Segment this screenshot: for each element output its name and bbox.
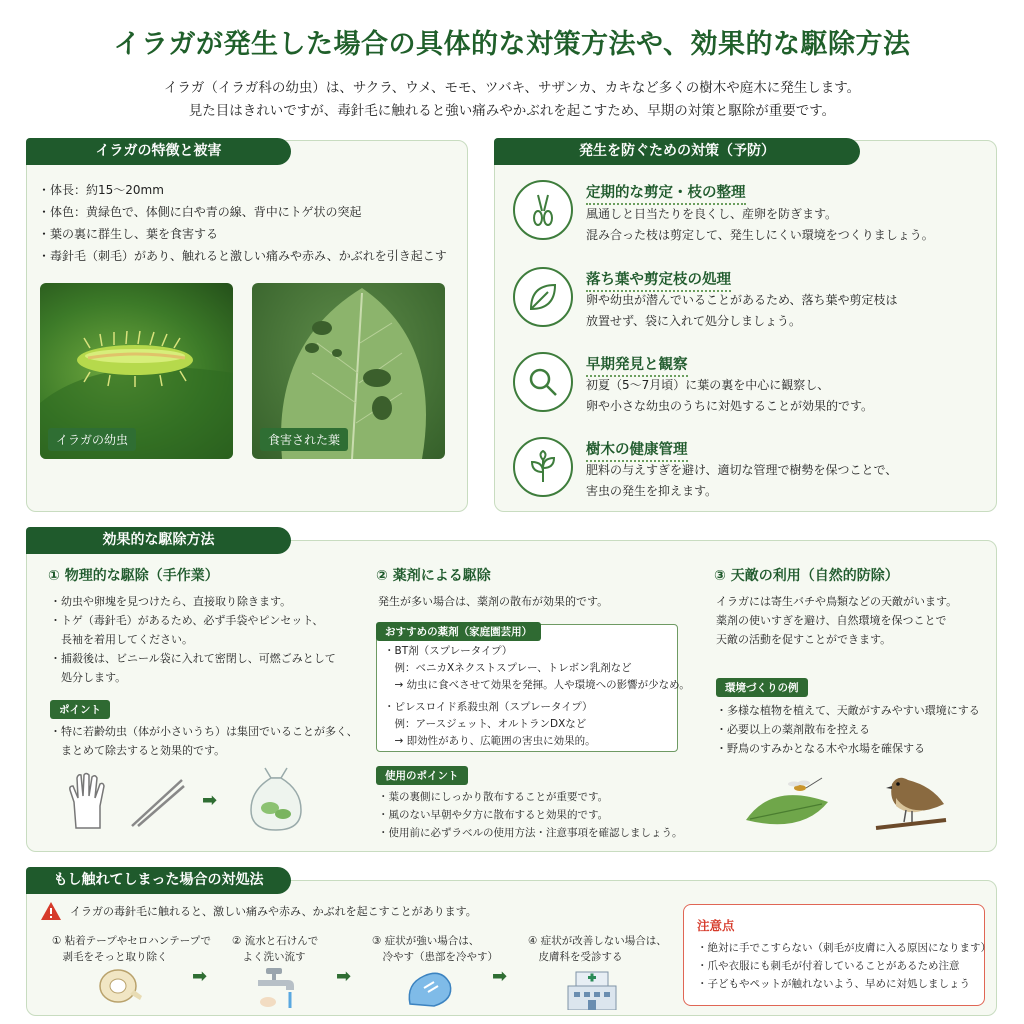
recommended-line: → 即効性があり、広範囲の害虫に効果的。 (384, 735, 596, 747)
prevention-title-observe: 早期発見と観察 (586, 353, 688, 377)
prevention-title-health: 樹木の健康管理 (586, 438, 688, 462)
physical-title: ① 物理的な駆除（手作業） (48, 568, 219, 584)
feature-item: ・毒針毛（刺毛）があり、触れると激しい痛みや赤み、かぶれを引き起こす (38, 249, 447, 263)
environment-line: ・必要以上の薬剤散布を控える (716, 723, 870, 736)
natural-line: イラガには寄生バチや鳥類などの天敵がいます。 (716, 595, 958, 608)
step-4-line1: ④ 症状が改善しない場合は、 (528, 935, 667, 947)
prevention-text: 放置せず、袋に入れて処分しましょう。 (586, 314, 802, 328)
step-3-line2: 冷やす（患部を冷やす） (372, 951, 498, 963)
environment-line: ・野鳥のすみかとなる木や水場を確保する (716, 742, 925, 755)
chemical-lead: 発生が多い場合は、薬剤の散布が効果的です。 (378, 595, 609, 608)
plastic-bag-icon (243, 764, 309, 836)
warning-icon (40, 901, 62, 925)
leaf-wasp-illustration (742, 772, 834, 834)
prevention-text: 卵や小さな幼虫のうちに対処することが効果的です。 (586, 399, 874, 413)
arrow-right-icon: ➡ (492, 966, 508, 987)
arrow-right-icon: ➡ (336, 966, 352, 987)
recommended-line: 例：ベニカXネクストスプレー、トレボン乳剤など (384, 662, 632, 674)
magnifier-icon (513, 352, 573, 412)
hospital-icon (566, 964, 618, 1014)
prevention-text: 混み合った枝は剪定して、発生しにくい環境をつくりましょう。 (586, 228, 934, 242)
environment-badge: 環境づくりの例 (716, 678, 808, 697)
eaten-leaf-photo (252, 283, 445, 459)
step-4-line2: 皮膚科を受診する (528, 951, 623, 963)
prevention-text: 肥料の与えすぎを避け、適切な管理で樹勢を保つことで、 (586, 463, 898, 477)
step-2-line2: よく洗い流す (232, 951, 306, 963)
point-text: ・特に若齢幼虫（体が小さいうち）は集団でいることが多く、 (50, 725, 358, 738)
natural-title: ③ 天敵の利用（自然的防除） (714, 568, 899, 584)
glove-icon (66, 772, 112, 834)
recommended-badge: おすすめの薬剤（家庭園芸用） (376, 622, 541, 641)
physical-item: ・幼虫や卵塊を見つけたら、直接取り除きます。 (50, 595, 292, 608)
recommended-line: 例：アースジェット、オルトランDXなど (384, 718, 587, 730)
caution-title: 注意点 (697, 918, 735, 933)
caterpillar-photo (40, 283, 233, 459)
arrow-right-icon: ➡ (202, 790, 218, 811)
bird-illustration (874, 770, 950, 836)
physical-item: 処分します。 (50, 671, 127, 684)
prevention-title-leaves: 落ち葉や剪定枝の処理 (586, 268, 731, 292)
chemical-title: ② 薬剤による駆除 (376, 568, 491, 584)
ice-pack-icon (404, 964, 456, 1014)
usage-line: ・使用前に必ずラベルの使用方法・注意事項を確認しましょう。 (378, 827, 683, 839)
caution-line: ・子どもやペットが触れないよう、早めに対処しましょう (697, 978, 970, 990)
natural-line: 薬剤の使いすぎを避け、自然環境を保つことで (716, 614, 947, 627)
point-text: まとめて除去すると効果的です。 (50, 744, 226, 757)
intro-line-2: 見た目はきれいですが、毒針毛に触れると強い痛みやかぶれを起こすため、早期の対策と駆除が重要です。 (188, 103, 836, 119)
prevention-text: 害虫の発生を抑えます。 (586, 484, 718, 498)
page-title: イラガが発生した場合の具体的な対策方法や、効果的な駆除方法 (113, 29, 911, 60)
eaten-leaf-caption: 食害された葉 (260, 428, 348, 451)
prevention-text: 初夏（5〜7月頃）に葉の裏を中心に観察し、 (586, 378, 830, 392)
natural-line: 天敵の活動を促すことができます。 (716, 633, 892, 646)
recommended-line: → 幼虫に食べさせて効果を発揮。人や環境への影響が少なめ。 (384, 679, 690, 691)
prevention-text: 卵や幼虫が潜んでいることがあるため、落ち葉や剪定枝は (586, 293, 898, 307)
step-2-line1: ② 流水と石けんで (232, 935, 319, 947)
environment-line: ・多様な植物を植えて、天敵がすみやすい環境にする (716, 704, 980, 717)
methods-heading: 効果的な駆除方法 (26, 527, 291, 554)
step-1-line1: ① 粘着テープやセロハンテープで (52, 935, 212, 947)
usage-line: ・葉の裏側にしっかり散布することが重要です。 (378, 791, 609, 803)
step-1-line2: 剥毛をそっと取り除く (52, 951, 168, 963)
recommended-line: ・BT剤（スプレータイプ） (384, 645, 513, 657)
intro-line-1: イラガ（イラガ科の幼虫）は、サクラ、ウメ、モモ、ツバキ、サザンカ、カキなど多くの樹木や庭木に発生します。 (163, 80, 861, 96)
tape-roll-icon (96, 966, 142, 1010)
point-badge: ポイント (50, 700, 110, 719)
caution-line: ・爪や衣服にも刺毛が付着していることがあるため注意 (697, 960, 960, 972)
leaf-icon (513, 267, 573, 327)
step-3-line1: ③ 症状が強い場合は、 (372, 935, 480, 947)
firstaid-heading: もし触れてしまった場合の対処法 (26, 867, 291, 894)
prevention-title-pruning: 定期的な剪定・枝の整理 (586, 181, 746, 205)
faucet-icon (252, 964, 298, 1014)
feature-item: ・体色：黄緑色で、体側に白や青の線、背中にトゲ状の突起 (38, 205, 362, 219)
feature-item: ・体長：約15〜20mm (38, 183, 164, 197)
warning-text: イラガの毒針毛に触れると、激しい痛みや赤み、かぶれを起こすことがあります。 (70, 905, 477, 918)
usage-badge: 使用のポイント (376, 766, 468, 785)
arrow-right-icon: ➡ (192, 966, 208, 987)
features-heading: イラガの特徴と被害 (26, 138, 291, 165)
caution-line: ・絶対に手でこすらない（刺毛が皮膚に入る原因になります） (697, 942, 991, 954)
prevention-text: 風通しと日当たりを良くし、産卵を防ぎます。 (586, 207, 838, 221)
tweezers-icon (128, 776, 186, 832)
usage-line: ・風のない早朝や夕方に散布すると効果的です。 (378, 809, 609, 821)
caterpillar-caption: イラガの幼虫 (48, 428, 136, 451)
pruning-shears-icon (513, 180, 573, 240)
physical-item: 長袖を着用してください。 (50, 633, 193, 646)
physical-item: ・トゲ（毒針毛）があるため、必ず手袋やピンセット、 (50, 614, 324, 627)
prevention-heading: 発生を防ぐための対策（予防） (494, 138, 860, 165)
plant-icon (513, 437, 573, 497)
recommended-line: ・ピレスロイド系殺虫剤（スプレータイプ） (384, 701, 593, 713)
feature-item: ・葉の裏に群生し、葉を食害する (38, 227, 219, 241)
physical-item: ・捕殺後は、ビニール袋に入れて密閉し、可燃ごみとして (50, 652, 336, 665)
